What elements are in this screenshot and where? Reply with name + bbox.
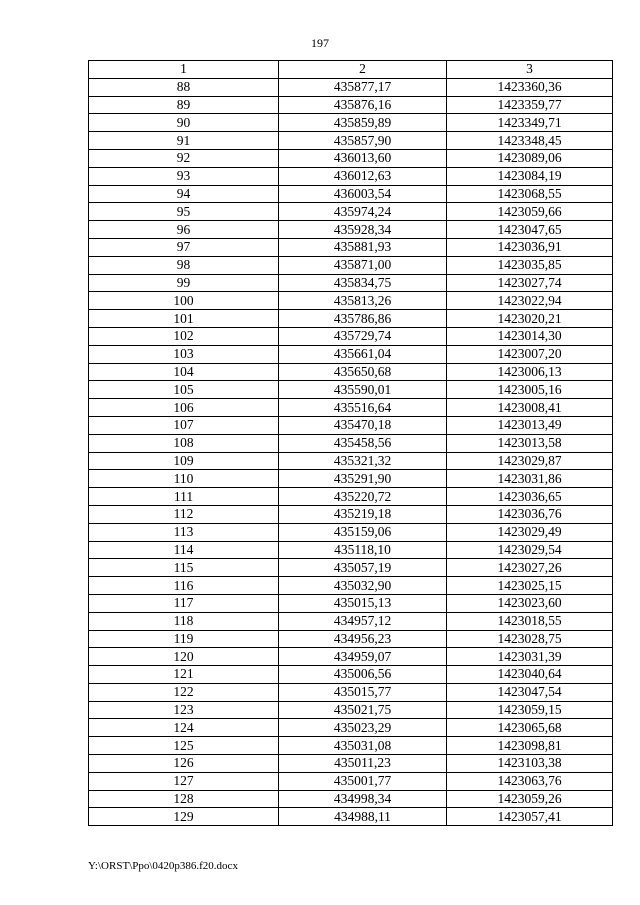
table-row: [89, 737, 613, 755]
x-coordinate-cell: 435001,77: [279, 772, 447, 790]
table-row: [89, 256, 613, 274]
x-coordinate-cell: 435661,04: [279, 345, 447, 363]
table-header-row: [89, 61, 613, 79]
x-coordinate-cell: 435729,74: [279, 327, 447, 345]
y-coordinate-cell: 1423005,16: [447, 381, 613, 399]
table-row: [89, 185, 613, 203]
point-number-cell: 107: [89, 416, 279, 434]
point-number-cell: 100: [89, 292, 279, 310]
x-coordinate-cell: 435834,75: [279, 274, 447, 292]
table-row: [89, 666, 613, 684]
point-number-cell: 112: [89, 505, 279, 523]
x-coordinate-cell: 435857,90: [279, 132, 447, 150]
table-row: [89, 96, 613, 114]
x-coordinate-cell: 435291,90: [279, 470, 447, 488]
y-coordinate-cell: 1423036,91: [447, 238, 613, 256]
x-coordinate-cell: 435871,00: [279, 256, 447, 274]
y-coordinate-cell: 1423007,20: [447, 345, 613, 363]
y-coordinate-cell: 1423027,74: [447, 274, 613, 292]
table-header: [89, 61, 613, 79]
x-coordinate-cell: 435031,08: [279, 737, 447, 755]
x-coordinate-cell: 434998,34: [279, 790, 447, 808]
y-coordinate-cell: 1423349,71: [447, 114, 613, 132]
y-coordinate-cell: 1423040,64: [447, 666, 613, 684]
table-row: [89, 648, 613, 666]
point-number-cell: 110: [89, 470, 279, 488]
x-coordinate-cell: 435032,90: [279, 577, 447, 595]
table-row: [89, 452, 613, 470]
x-coordinate-cell: 435876,16: [279, 96, 447, 114]
y-coordinate-cell: 1423068,55: [447, 185, 613, 203]
table-row: [89, 594, 613, 612]
x-coordinate-cell: 435015,13: [279, 594, 447, 612]
point-number-cell: 96: [89, 221, 279, 239]
point-number-cell: 121: [89, 666, 279, 684]
point-number-cell: 123: [89, 701, 279, 719]
table-body: [89, 78, 613, 825]
y-coordinate-cell: 1423006,13: [447, 363, 613, 381]
x-coordinate-cell: 434956,23: [279, 630, 447, 648]
x-coordinate-cell: 435458,56: [279, 434, 447, 452]
y-coordinate-cell: 1423359,77: [447, 96, 613, 114]
x-coordinate-cell: 435516,64: [279, 399, 447, 417]
page-number: 197: [311, 36, 329, 50]
table-row: [89, 345, 613, 363]
x-coordinate-cell: 435881,93: [279, 238, 447, 256]
x-coordinate-cell: 435974,24: [279, 203, 447, 221]
table-row: [89, 327, 613, 345]
point-number-cell: 90: [89, 114, 279, 132]
y-coordinate-cell: 1423036,76: [447, 505, 613, 523]
y-coordinate-cell: 1423014,30: [447, 327, 613, 345]
x-coordinate-cell: 435859,89: [279, 114, 447, 132]
point-number-cell: 104: [89, 363, 279, 381]
point-number-cell: 91: [89, 132, 279, 150]
point-number-cell: 106: [89, 399, 279, 417]
point-number-cell: 126: [89, 755, 279, 773]
y-coordinate-cell: 1423047,65: [447, 221, 613, 239]
point-number-cell: 99: [89, 274, 279, 292]
table-row: [89, 808, 613, 826]
x-coordinate-cell: 435159,06: [279, 523, 447, 541]
point-number-cell: 93: [89, 167, 279, 185]
y-coordinate-cell: 1423020,21: [447, 310, 613, 328]
table-row: [89, 790, 613, 808]
x-coordinate-cell: 436013,60: [279, 149, 447, 167]
y-coordinate-cell: 1423029,87: [447, 452, 613, 470]
x-coordinate-cell: 435786,86: [279, 310, 447, 328]
x-coordinate-cell: 435928,34: [279, 221, 447, 239]
table-row: [89, 505, 613, 523]
y-coordinate-cell: 1423035,85: [447, 256, 613, 274]
table-row: [89, 238, 613, 256]
point-number-cell: 92: [89, 149, 279, 167]
x-coordinate-cell: 435118,10: [279, 541, 447, 559]
y-coordinate-cell: 1423063,76: [447, 772, 613, 790]
x-coordinate-cell: 435470,18: [279, 416, 447, 434]
table-row: [89, 310, 613, 328]
y-coordinate-cell: 1423031,39: [447, 648, 613, 666]
coordinates-table: [88, 60, 613, 826]
column-header-2: 2: [279, 61, 447, 79]
point-number-cell: 102: [89, 327, 279, 345]
x-coordinate-cell: 435219,18: [279, 505, 447, 523]
point-number-cell: 127: [89, 772, 279, 790]
table-row: [89, 701, 613, 719]
table-row: [89, 488, 613, 506]
x-coordinate-cell: 434959,07: [279, 648, 447, 666]
y-coordinate-cell: 1423013,49: [447, 416, 613, 434]
x-coordinate-cell: 435220,72: [279, 488, 447, 506]
point-number-cell: 113: [89, 523, 279, 541]
y-coordinate-cell: 1423348,45: [447, 132, 613, 150]
table-row: [89, 167, 613, 185]
point-number-cell: 105: [89, 381, 279, 399]
y-coordinate-cell: 1423065,68: [447, 719, 613, 737]
table-row: [89, 719, 613, 737]
point-number-cell: 125: [89, 737, 279, 755]
point-number-cell: 94: [89, 185, 279, 203]
point-number-cell: 118: [89, 612, 279, 630]
x-coordinate-cell: 435057,19: [279, 559, 447, 577]
x-coordinate-cell: 434957,12: [279, 612, 447, 630]
point-number-cell: 124: [89, 719, 279, 737]
y-coordinate-cell: 1423022,94: [447, 292, 613, 310]
x-coordinate-cell: 435321,32: [279, 452, 447, 470]
table-row: [89, 630, 613, 648]
point-number-cell: 116: [89, 577, 279, 595]
y-coordinate-cell: 1423029,54: [447, 541, 613, 559]
table-row: [89, 683, 613, 701]
column-header-3: 3: [447, 61, 613, 79]
point-number-cell: 101: [89, 310, 279, 328]
x-coordinate-cell: 436012,63: [279, 167, 447, 185]
y-coordinate-cell: 1423098,81: [447, 737, 613, 755]
point-number-cell: 122: [89, 683, 279, 701]
y-coordinate-cell: 1423059,15: [447, 701, 613, 719]
y-coordinate-cell: 1423360,36: [447, 78, 613, 96]
table-row: [89, 132, 613, 150]
point-number-cell: 95: [89, 203, 279, 221]
table-row: [89, 399, 613, 417]
y-coordinate-cell: 1423103,38: [447, 755, 613, 773]
footer-file-path: Y:\ORST\Ppo\0420p386.f20.docx: [88, 860, 238, 872]
y-coordinate-cell: 1423036,65: [447, 488, 613, 506]
point-number-cell: 89: [89, 96, 279, 114]
y-coordinate-cell: 1423027,26: [447, 559, 613, 577]
x-coordinate-cell: 435813,26: [279, 292, 447, 310]
x-coordinate-cell: 435011,23: [279, 755, 447, 773]
point-number-cell: 115: [89, 559, 279, 577]
table-row: [89, 559, 613, 577]
x-coordinate-cell: 436003,54: [279, 185, 447, 203]
table-row: [89, 434, 613, 452]
y-coordinate-cell: 1423059,66: [447, 203, 613, 221]
point-number-cell: 88: [89, 78, 279, 96]
y-coordinate-cell: 1423025,15: [447, 577, 613, 595]
table-row: [89, 612, 613, 630]
table-row: [89, 363, 613, 381]
point-number-cell: 117: [89, 594, 279, 612]
table-row: [89, 416, 613, 434]
table-row: [89, 274, 613, 292]
point-number-cell: 114: [89, 541, 279, 559]
table-row: [89, 78, 613, 96]
y-coordinate-cell: 1423057,41: [447, 808, 613, 826]
point-number-cell: 128: [89, 790, 279, 808]
table-row: [89, 577, 613, 595]
x-coordinate-cell: 435023,29: [279, 719, 447, 737]
y-coordinate-cell: 1423089,06: [447, 149, 613, 167]
y-coordinate-cell: 1423008,41: [447, 399, 613, 417]
table-row: [89, 541, 613, 559]
table-row: [89, 149, 613, 167]
x-coordinate-cell: 435650,68: [279, 363, 447, 381]
column-header-1: 1: [89, 61, 279, 79]
table-row: [89, 755, 613, 773]
table-row: [89, 470, 613, 488]
point-number-cell: 111: [89, 488, 279, 506]
y-coordinate-cell: 1423013,58: [447, 434, 613, 452]
table-row: [89, 772, 613, 790]
point-number-cell: 97: [89, 238, 279, 256]
y-coordinate-cell: 1423023,60: [447, 594, 613, 612]
y-coordinate-cell: 1423047,54: [447, 683, 613, 701]
y-coordinate-cell: 1423018,55: [447, 612, 613, 630]
table-row: [89, 523, 613, 541]
point-number-cell: 103: [89, 345, 279, 363]
y-coordinate-cell: 1423084,19: [447, 167, 613, 185]
point-number-cell: 119: [89, 630, 279, 648]
y-coordinate-cell: 1423031,86: [447, 470, 613, 488]
x-coordinate-cell: 434988,11: [279, 808, 447, 826]
point-number-cell: 120: [89, 648, 279, 666]
point-number-cell: 98: [89, 256, 279, 274]
point-number-cell: 109: [89, 452, 279, 470]
table-row: [89, 203, 613, 221]
y-coordinate-cell: 1423059,26: [447, 790, 613, 808]
x-coordinate-cell: 435006,56: [279, 666, 447, 684]
x-coordinate-cell: 435021,75: [279, 701, 447, 719]
y-coordinate-cell: 1423029,49: [447, 523, 613, 541]
x-coordinate-cell: 435015,77: [279, 683, 447, 701]
table-row: [89, 114, 613, 132]
table-row: [89, 381, 613, 399]
x-coordinate-cell: 435877,17: [279, 78, 447, 96]
table-row: [89, 292, 613, 310]
point-number-cell: 129: [89, 808, 279, 826]
y-coordinate-cell: 1423028,75: [447, 630, 613, 648]
x-coordinate-cell: 435590,01: [279, 381, 447, 399]
point-number-cell: 108: [89, 434, 279, 452]
table-row: [89, 221, 613, 239]
